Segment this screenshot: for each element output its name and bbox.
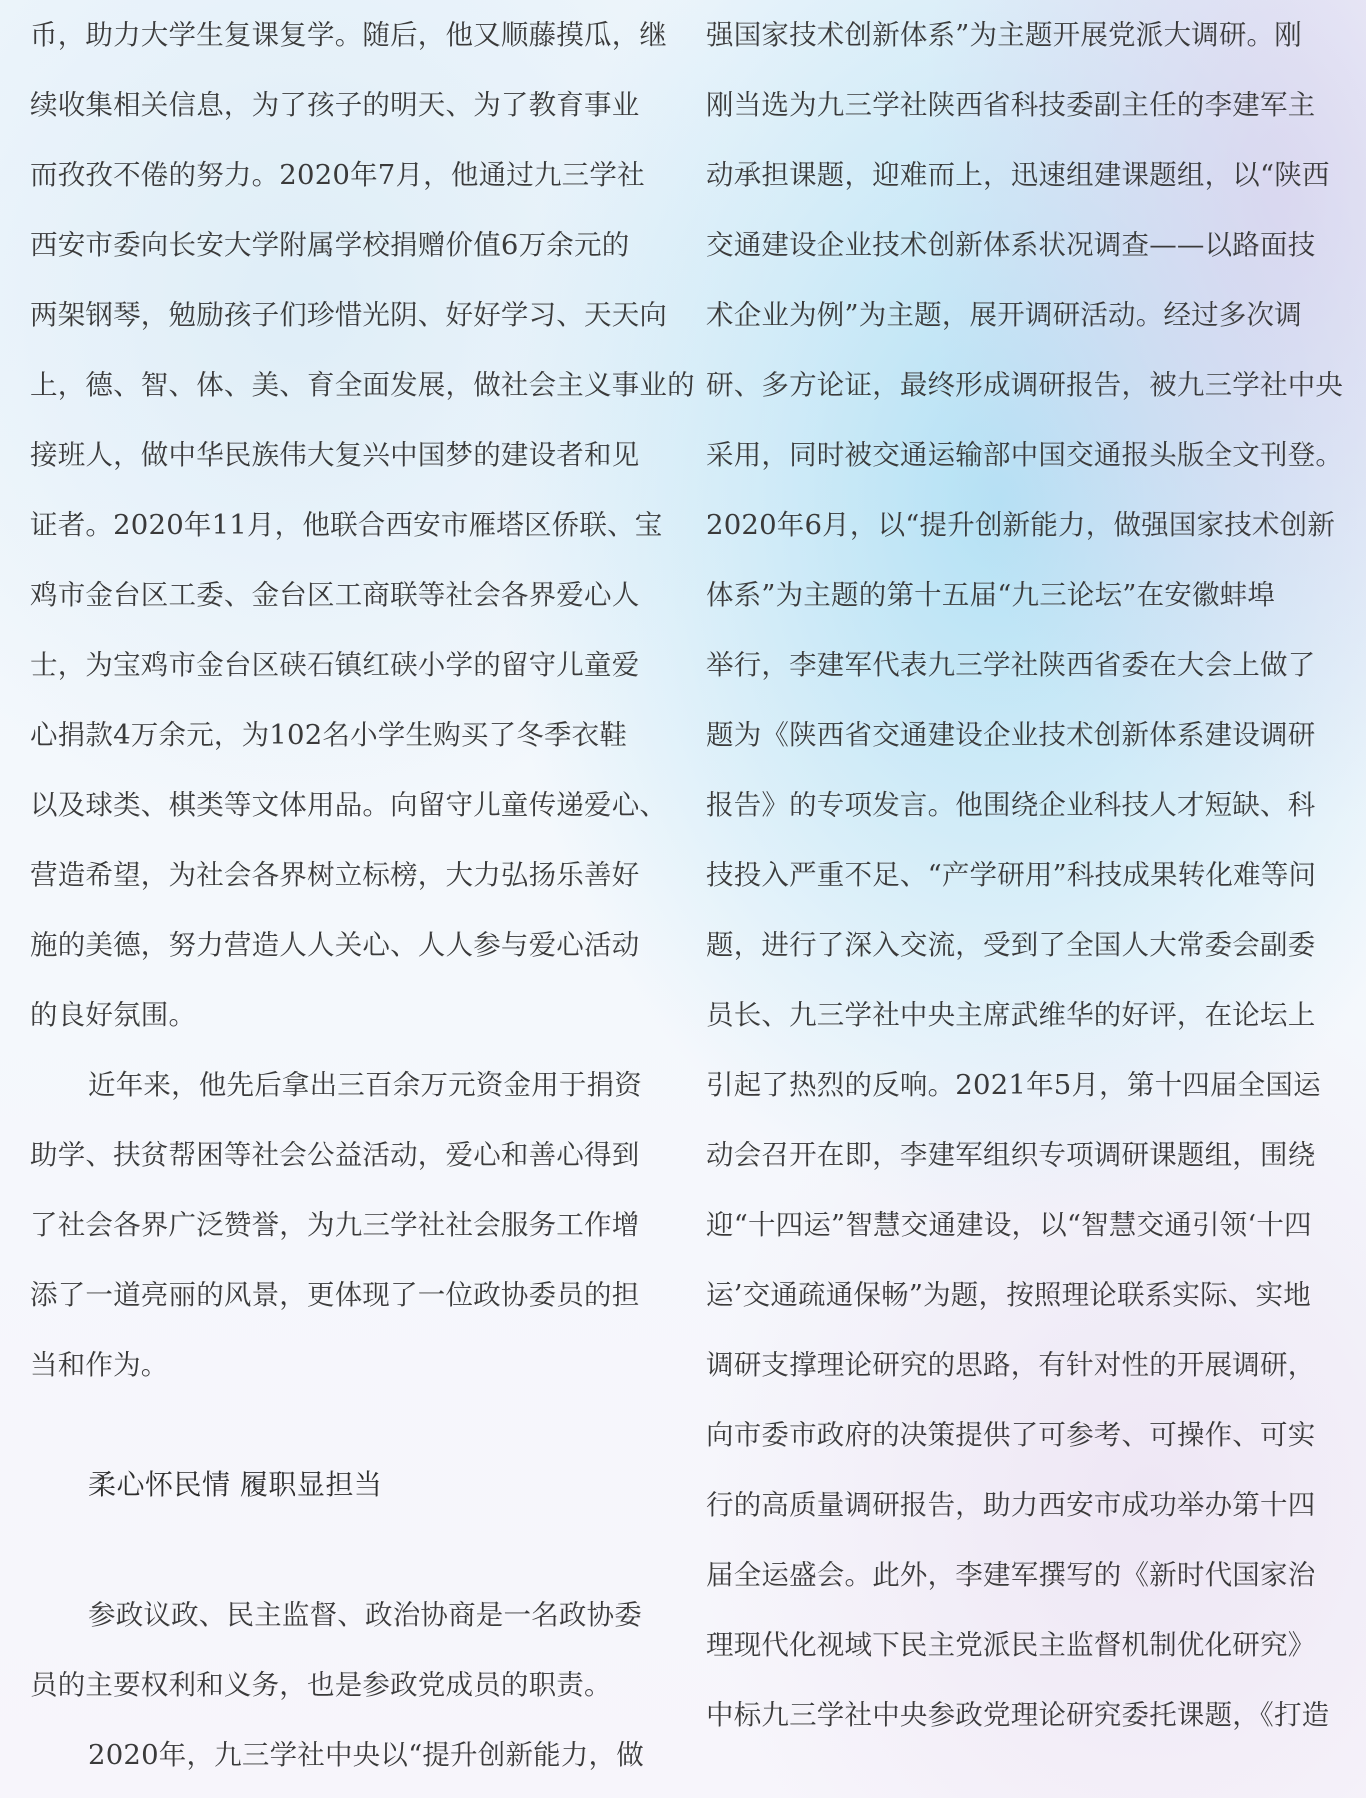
text-line: 士，为宝鸡市金台区硖石镇红硖小学的留守儿童爱 — [30, 649, 640, 681]
right-column — [706, 0, 1344, 1750]
text-line: 参政议政、民主监督、政治协商是一名政协委 — [88, 1599, 642, 1631]
text-line: 举行，李建军代表九三学社陕西省委在大会上做了 — [706, 649, 1316, 681]
text-line: 接班人，做中华民族伟大复兴中国梦的建设者和见 — [30, 439, 640, 471]
text-line: 证者。2020年11月，他联合西安市雁塔区侨联、宝 — [30, 509, 663, 541]
text-line: 当和作为。 — [30, 1349, 169, 1381]
text-line: 迎“十四运”智慧交通建设，以“智慧交通引领‘十四 — [706, 1209, 1312, 1241]
paragraph-research-continued — [706, 0, 1344, 1750]
text-line: 报告》的专项发言。他围绕企业科技人才短缺、科 — [706, 789, 1316, 821]
paragraph-charity-donations — [30, 0, 695, 1050]
text-line: 两架钢琴，勉励孩子们珍惜光阴、好好学习、天天向 — [30, 299, 668, 331]
text-line: 营造希望，为社会各界树立标榜，大力弘扬乐善好 — [30, 859, 640, 891]
text-line: 上，德、智、体、美、育全面发展，做社会主义事业的 — [30, 369, 695, 401]
text-line: 引起了热烈的反响。2021年5月，第十四届全国运 — [706, 1069, 1321, 1101]
text-line: 运’交通疏通保畅”为题，按照理论联系实际、实地 — [706, 1279, 1311, 1311]
text-line: 续收集相关信息，为了孩子的明天、为了教育事业 — [30, 89, 640, 121]
text-line: 助学、扶贫帮困等社会公益活动，爱心和善心得到 — [30, 1139, 640, 1171]
text-line: 员的主要权利和义务，也是参政党成员的职责。 — [30, 1669, 612, 1701]
text-line: 动会召开在即，李建军组织专项调研课题组，围绕 — [706, 1139, 1316, 1171]
text-line: 交通建设企业技术创新体系状况调查——以路面技 — [706, 229, 1316, 261]
text-line: 近年来，他先后拿出三百余万元资金用于捐资 — [88, 1069, 642, 1101]
spacer — [30, 1400, 660, 1450]
paragraph-research-intro — [30, 1720, 660, 1790]
text-line: 调研支撑理论研究的思路，有针对性的开展调研， — [706, 1349, 1316, 1381]
paragraph-public-welfare — [30, 1050, 660, 1400]
text-line: 2020年，九三学社中央以“提升创新能力，做 — [88, 1739, 644, 1771]
text-line: 研、多方论证，最终形成调研报告，被九三学社中央 — [706, 369, 1344, 401]
section-heading: 柔心怀民情 履职显担当 — [88, 1468, 383, 1501]
text-line: 而孜孜不倦的努力。2020年7月，他通过九三学社 — [30, 159, 645, 191]
paragraph-duties — [30, 1580, 660, 1720]
text-line: 西安市委向长安大学附属学校捐赠价值6万余元的 — [30, 229, 630, 261]
text-line: 心捐款4万余元，为102名小学生购买了冬季衣鞋 — [30, 719, 628, 751]
text-line: 行的高质量调研报告，助力西安市成功举办第十四 — [706, 1489, 1316, 1521]
text-line: 技投入严重不足、“产学研用”科技成果转化难等问 — [706, 859, 1317, 891]
spacer — [30, 1520, 660, 1580]
text-line: 施的美德，努力营造人人关心、人人参与爱心活动 — [30, 929, 640, 961]
text-line: 采用，同时被交通运输部中国交通报头版全文刊登。 — [706, 439, 1344, 471]
text-line: 员长、九三学社中央主席武维华的好评，在论坛上 — [706, 999, 1316, 1031]
text-line: 题，进行了深入交流，受到了全国人大常委会副委 — [706, 929, 1316, 961]
text-line: 体系”为主题的第十五届“九三论坛”在安徽蚌埠 — [706, 579, 1276, 611]
text-line: 中标九三学社中央参政党理论研究委托课题，《打造 — [706, 1699, 1330, 1731]
text-line: 理现代化视域下民主党派民主监督机制优化研究》 — [706, 1629, 1316, 1661]
text-line: 题为《陕西省交通建设企业技术创新体系建设调研 — [706, 719, 1316, 751]
text-line: 向市委市政府的决策提供了可参考、可操作、可实 — [706, 1419, 1316, 1451]
text-line: 以及球类、棋类等文体用品。向留守儿童传递爱心、 — [30, 789, 668, 821]
text-line: 动承担课题，迎难而上，迅速组建课题组，以“陕西 — [706, 159, 1330, 191]
text-line: 鸡市金台区工委、金台区工商联等社会各界爱心人 — [30, 579, 640, 611]
text-line: 的良好氛围。 — [30, 999, 197, 1031]
text-line: 币，助力大学生复课复学。随后，他又顺藤摸瓜，继 — [30, 19, 668, 51]
left-column — [30, 0, 695, 1790]
text-line: 强国家技术创新体系”为主题开展党派大调研。刚 — [706, 19, 1302, 51]
text-line: 届全运盛会。此外，李建军撰写的《新时代国家治 — [706, 1559, 1316, 1591]
text-line: 了社会各界广泛赞誉，为九三学社社会服务工作增 — [30, 1209, 640, 1241]
text-line: 术企业为例”为主题，展开调研活动。经过多次调 — [706, 299, 1302, 331]
text-line: 2020年6月，以“提升创新能力，做强国家技术创新 — [706, 509, 1336, 541]
text-line: 刚当选为九三学社陕西省科技委副主任的李建军主 — [706, 89, 1316, 121]
text-line: 添了一道亮丽的风景，更体现了一位政协委员的担 — [30, 1279, 640, 1311]
